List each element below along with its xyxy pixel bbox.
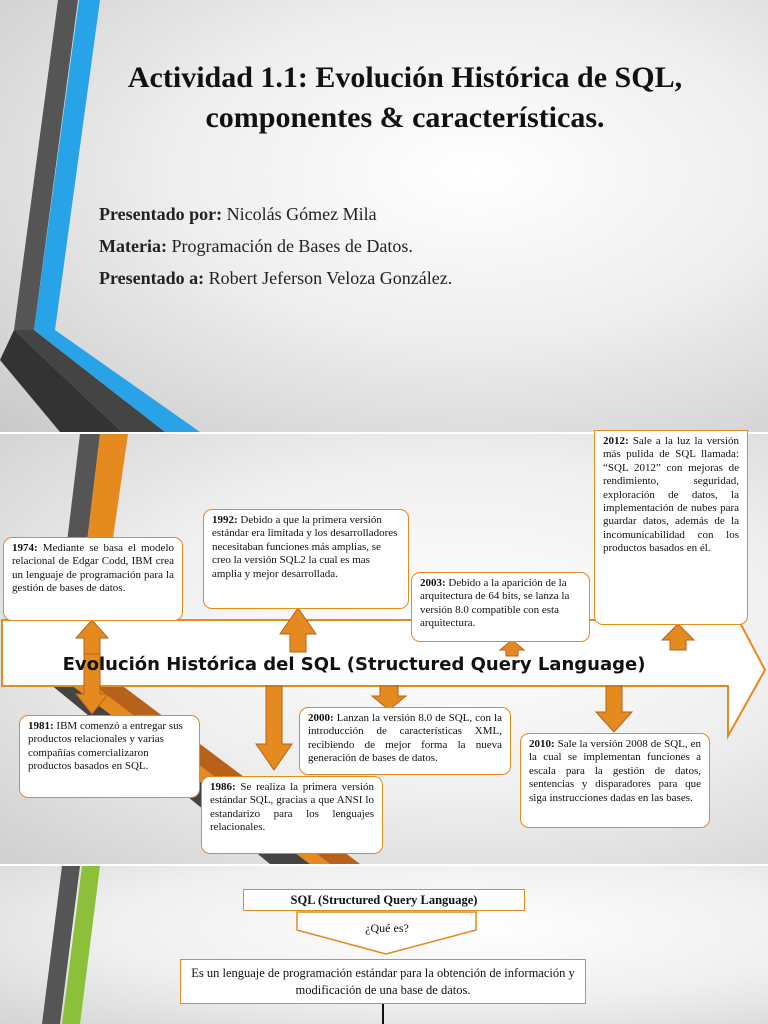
event-1981: 1981: IBM comenzó a entregar sus productos relacionales y varias compañías comercializaron productos basados en SQL. bbox=[19, 715, 200, 798]
definition-answer: Es un lenguaje de programación estándar para la obtención de información y modificación de una base de datos. bbox=[180, 959, 586, 1004]
event-2010: 2010: Sale la versión 2008 de SQL, en la cual se implementan funciones a escala para la gestión de datos, sentencias y disparadores para que siga instrucciones dadas en las bases. bbox=[520, 733, 710, 828]
event-1974: 1974: Mediante se basa el modelo relacional de Edgar Codd, IBM crea un lenguaje de programación para la gestión de bases de datos. bbox=[3, 537, 183, 621]
arrow-up-1974 bbox=[76, 620, 108, 654]
subject-line: Materia: Programación de Bases de Datos. bbox=[99, 236, 413, 256]
event-2000: 2000: Lanzan la versión 8.0 de SQL, con la introducción de características XML, recibiendo de mejor forma la nueva generación de bases de datos. bbox=[299, 707, 511, 775]
definition-slide bbox=[0, 866, 768, 1024]
arrow-down-2010 bbox=[596, 686, 632, 732]
presenter-line: Presentado por: Nicolás Gómez Mila bbox=[99, 204, 377, 224]
question-label: ¿Qué es? bbox=[365, 921, 409, 935]
definition-heading: SQL (Structured Query Language) bbox=[243, 889, 525, 911]
title-slide bbox=[0, 0, 768, 432]
presented-to-line: Presentado a: Robert Jeferson Veloza González. bbox=[99, 268, 453, 288]
event-2012: 2012: Sale a la luz la versión más pulida de SQL llamada: “SQL 2012” con mejoras de rendimiento, seguridad, exploración de datos, la implementación de nubes para guardar datos, además de la incomunicabilidad con los productos basados en él. bbox=[594, 430, 748, 625]
presentation-title: Actividad 1.1: Evolución Histórica de SQL, componentes & características. bbox=[127, 61, 683, 134]
event-2003: 2003: Debido a la aparición de la arquitectura de 64 bits, se lanza la versión 8.0 compatible con esta arquitectura. bbox=[411, 572, 590, 642]
event-1986: 1986: Se realiza la primera versión estándar SQL, gracias a que ANSI lo estandarizo para los lenguajes relacionales. bbox=[201, 776, 383, 854]
arrow-up-2012 bbox=[662, 624, 694, 650]
timeline-banner-title: Evolución Histórica del SQL (Structured Query Language) bbox=[62, 654, 646, 675]
event-1992: 1992: Debido a que la primera versión estándar era limitada y los desarrolladores necesitaban funciones más amplias, se creo la versión SQL2 la cual es mas amplia y mejor desarrollada. bbox=[203, 509, 409, 609]
arrow-down-1986 bbox=[256, 686, 292, 770]
arrow-up-1992 bbox=[280, 608, 316, 652]
